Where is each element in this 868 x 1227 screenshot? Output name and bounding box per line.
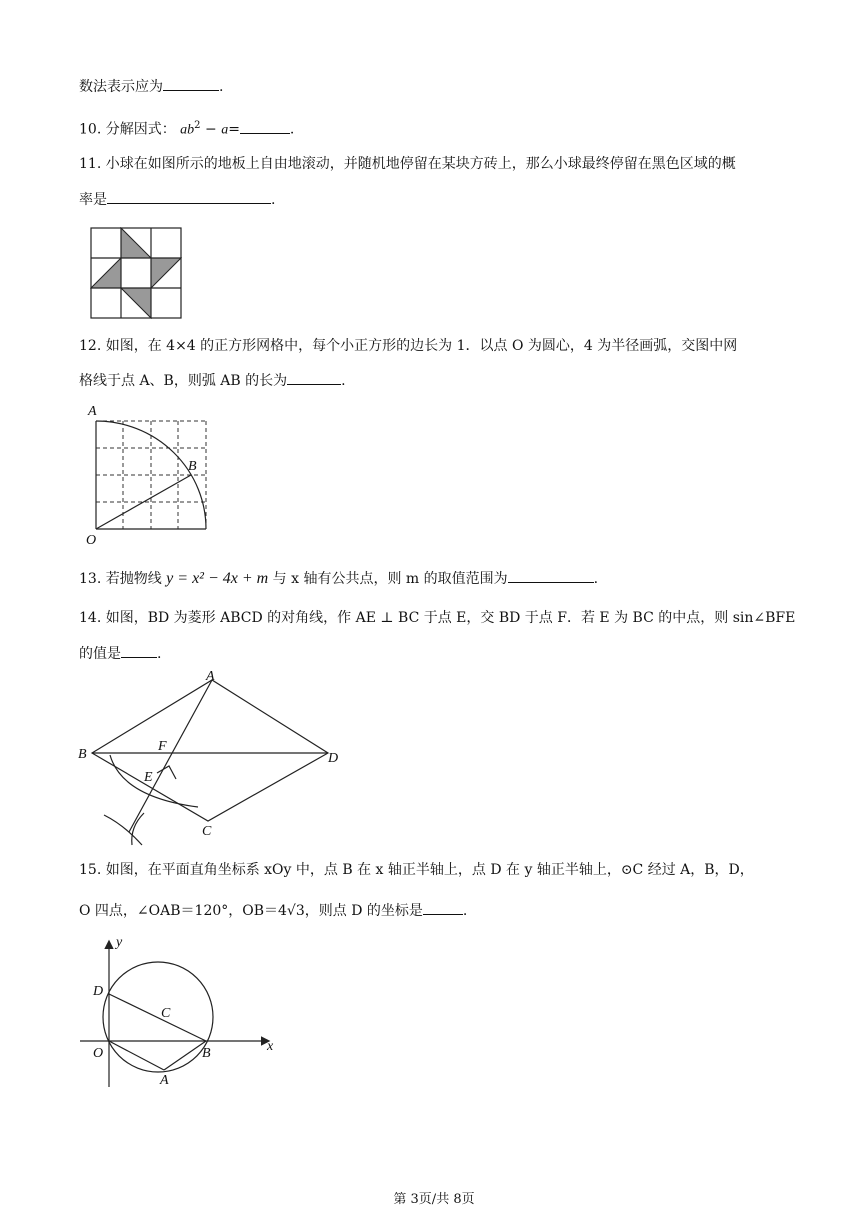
q12-arc-figure [84,402,214,548]
q10-term-ab: ab [180,122,195,138]
right-angle-mark [157,766,176,779]
q13-formula: y = x² − 4x + m [166,570,269,587]
line-text: 数法表示应为 [79,79,163,95]
label-y: y [116,935,123,950]
q15-answer-blank[interactable] [423,900,463,915]
q15-coordinate-figure [78,932,282,1092]
question-12-line2 [79,370,346,391]
label-d: D [93,984,104,999]
q14-text: 的值是 [79,646,121,662]
rhombus-abcd [92,680,328,821]
answer-blank[interactable] [163,76,219,91]
period: . [219,79,224,95]
q14-answer-blank[interactable] [121,643,157,658]
question-15-line1: 15. 如图，在平面直角坐标系 xOy 中，点 B 在 x 轴正半轴上，点 D 在 y 轴正半轴上，⊙C 经过 A，B，D， [79,862,754,878]
q13-text: 13. 若抛物线 [79,571,162,587]
q13-text-2: 与 x 轴有公共点，则 m 的取值范围为 [272,571,508,587]
q13-answer-blank[interactable] [508,568,594,583]
shaded-triangle [91,258,121,288]
period: . [462,903,468,919]
question-11-line2 [79,189,275,210]
q10-term-a: a [221,122,229,138]
q11-text: 率是 [79,192,107,208]
label-b: B [202,1046,211,1061]
label-a: A [160,1073,169,1088]
period: . [271,192,276,208]
shaded-triangle [121,228,151,258]
continued-line [79,76,223,97]
q14-rhombus-figure [74,667,354,847]
q15-text: O 四点，∠OAB＝120°，OB＝4√3，则点 D 的坐标是 [79,903,423,919]
q10-minus: − [205,121,217,138]
question-11-line1: 11. 小球在如图所示的地板上自由地滚动，并随机地停留在某块方砖上，那么小球最终停留在黑色区域的概 [79,156,736,172]
question-14-line2 [79,643,161,664]
q11-tile-figure [90,227,182,319]
question-12-line1: 12. 如图，在 4×4 的正方形网格中，每个小正方形的边长为 1．以点 O 为圆心，4 为半径画弧，交图中网 [79,338,738,354]
q12-text: 格线于点 A、B，则弧 AB 的长为 [79,373,288,389]
label-o: O [86,533,97,548]
question-15-line2 [79,900,467,921]
segment-db [109,994,206,1041]
q11-answer-blank[interactable] [107,189,271,204]
q10-answer-blank[interactable] [240,119,290,134]
segment-ae [129,680,212,832]
q10-text: 10. 分解因式： [79,121,176,138]
q10-equals: = [228,121,240,138]
label-o: O [93,1046,104,1061]
question-13 [79,568,598,589]
circle-c [103,962,213,1072]
page-footer: 第 3页/共 8页 [393,1192,475,1207]
question-10 [79,116,294,141]
label-f: F [158,739,167,754]
label-b: B [78,747,87,762]
label-c: C [161,1006,171,1021]
question-14-line1: 14. 如图，BD 为菱形 ABCD 的对角线，作 AE ⊥ BC 于点 E，交 BD 于点 F．若 E 为 BC 的中点，则 sin∠BFE [79,610,796,626]
segment-ab [164,1041,206,1070]
label-c: C [202,824,212,839]
label-a: A [88,404,97,419]
q10-exponent: 2 [194,120,201,131]
q12-answer-blank[interactable] [287,370,341,385]
period: . [157,646,162,662]
label-x: x [267,1039,274,1054]
construction-arc [110,755,198,807]
period: . [341,373,346,389]
label-e: E [144,770,153,785]
period: . [289,121,295,138]
shaded-triangle [121,288,151,318]
period: . [593,571,599,587]
shaded-triangle [151,258,181,288]
label-a: A [206,669,215,684]
segment-oa [109,1041,164,1070]
label-b: B [188,459,197,474]
label-d: D [328,751,339,766]
